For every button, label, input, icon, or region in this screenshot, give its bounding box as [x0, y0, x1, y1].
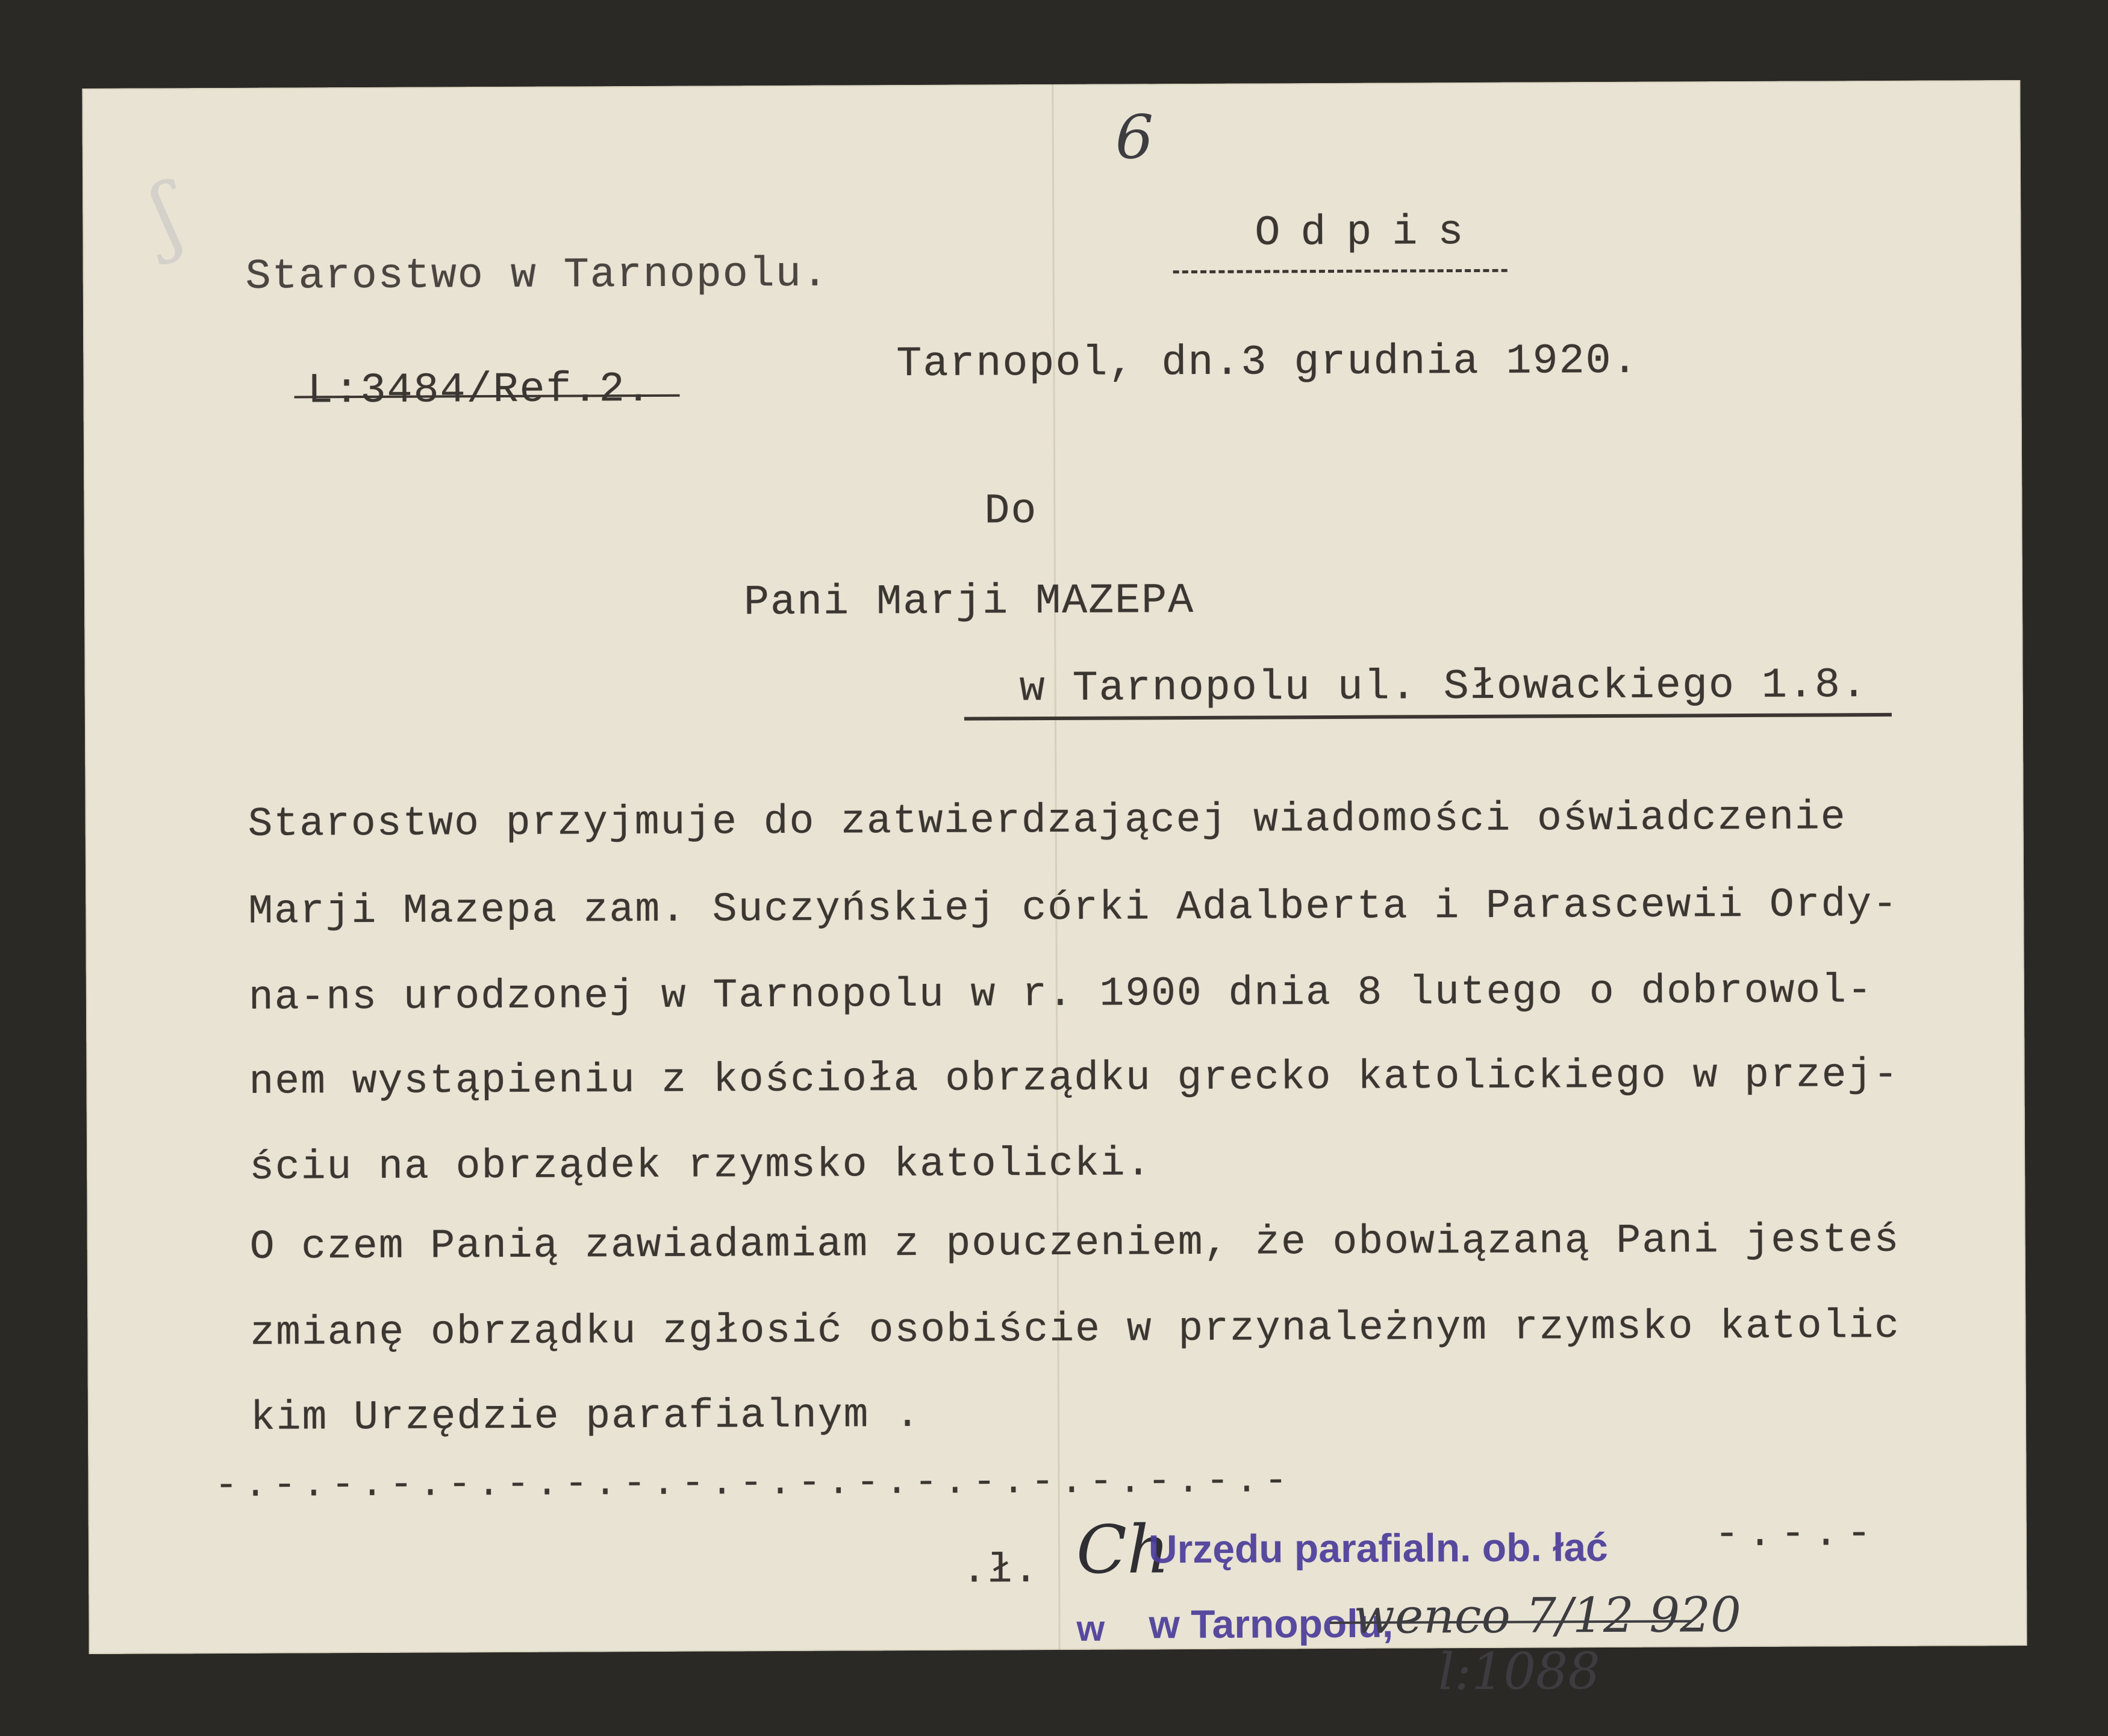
body-line-7: zmianę obrządku zgłosić osobiście w przynależnym rzymsko katolic: [250, 1302, 1901, 1357]
body-line-3: na-ns urodzonej w Tarnopolu w r. 1900 dnia 8 lutego o dobrowol-: [248, 968, 1873, 1021]
stamp-line-2: w Tarnopolu,: [1149, 1601, 1394, 1647]
body-line-1: Starostwo przyjmuje do zatwierdzającej wiadomości oświadczenie: [248, 794, 1847, 848]
fold-crease: [1052, 84, 1060, 1650]
body-line-5: ściu na obrządek rzymsko katolicki.: [249, 1140, 1152, 1191]
recipient-address: w Tarnopolu ul. Słowackiego 1.8.: [1019, 662, 1868, 714]
heading-underline: [1173, 269, 1508, 273]
separator-line: -.-.-.-.-.-.-.-.-.-.-.-.-.-.-.-.-.-.-: [214, 1460, 1294, 1508]
place-date: Tarnopol, dn.3 grudnia 1920.: [896, 337, 1639, 389]
stamp-prefix: w: [1076, 1608, 1105, 1649]
signature-mark: .ł.: [961, 1548, 1040, 1594]
trailing-dashes: -.-.-: [1714, 1511, 1880, 1558]
body-line-2: Marji Mazepa zam. Suczyńskiej córki Adalberta i Parascewii Ordy-: [248, 881, 1899, 935]
address-underline: [964, 713, 1892, 721]
body-line-4: nem wystąpieniu z kościoła obrządku grecko katolickiego w przej-: [249, 1051, 1900, 1106]
body-line-6: O czem Panią zawiadamiam z pouczeniem, że obowiązaną Pani jesteś: [249, 1216, 1900, 1271]
recipient-name: Pani Marji MAZEPA: [743, 577, 1195, 627]
faint-pencil-mark: ʃ: [142, 165, 191, 266]
sender-line: Starostwo w Tarnopolu.: [245, 250, 829, 301]
handwritten-date: wenco 7/12 920: [1353, 1587, 1742, 1644]
reference-number: L:3484/Ref.2.: [307, 366, 652, 415]
page-number: 6: [1115, 102, 1154, 173]
to-label: Do: [984, 488, 1038, 536]
stamp-line-1: Urzędu parafialn. ob. łać: [1148, 1525, 1608, 1572]
body-line-8: kim Urzędzie parafialnym .: [250, 1392, 921, 1442]
handwritten-initials: Ch: [1076, 1511, 1170, 1588]
handwritten-number: l:1088: [1438, 1641, 1601, 1702]
document-sheet: [82, 80, 2027, 1702]
heading-odpis: Odpis: [1255, 208, 1484, 258]
